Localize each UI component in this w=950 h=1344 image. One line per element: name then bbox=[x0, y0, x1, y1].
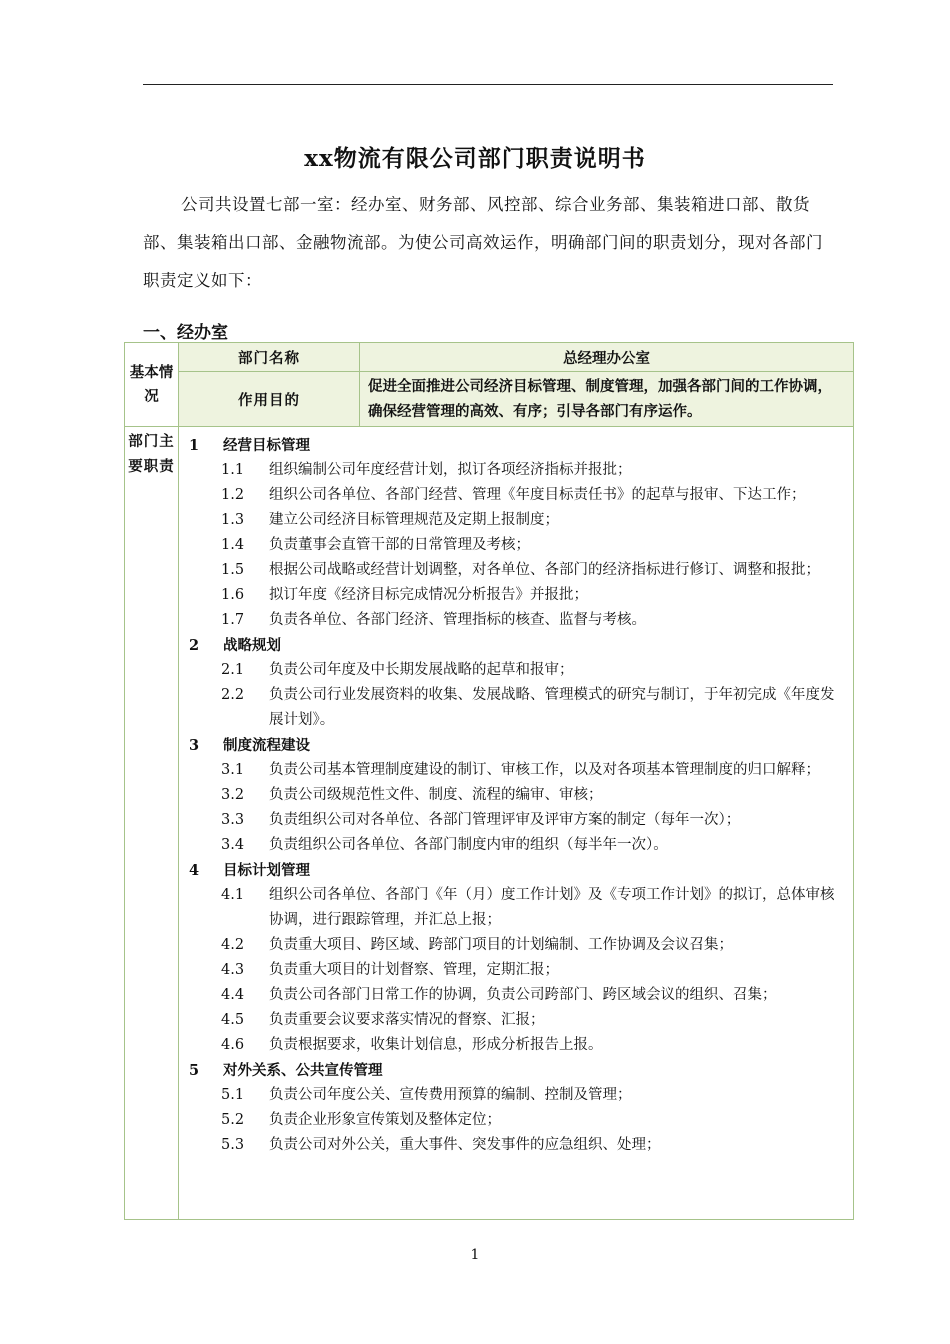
dept-name-label: 部门名称 bbox=[179, 343, 360, 372]
duty-item bbox=[187, 1008, 847, 1033]
duty-item-text: 建立公司经济目标管理规范及定期上报制度； bbox=[269, 512, 559, 528]
duty-item bbox=[187, 833, 847, 858]
duty-section-label: 经营目标管理 bbox=[223, 437, 310, 454]
duty-item-text: 负责公司行业发展资料的收集、发展战略、管理模式的研究与制订，于年初完成《年度发展计划》。 bbox=[269, 687, 835, 728]
duty-section-number: 5 bbox=[189, 1062, 200, 1079]
duty-item-number: 4.5 bbox=[221, 1012, 245, 1028]
page-number: 1 bbox=[470, 1247, 480, 1263]
duty-section-title bbox=[187, 733, 847, 758]
duty-item bbox=[187, 583, 847, 608]
purpose-value: 促进全面推进公司经济目标管理、制度管理，加强各部门间的工作协调，确保经营管理的高效、有序；引导各部门有序运作。 bbox=[360, 372, 854, 427]
duty-item-number: 3.3 bbox=[221, 812, 245, 828]
duty-section-title bbox=[187, 858, 847, 883]
duty-item-text: 负责公司基本管理制度建设的制订、审核工作，以及对各项基本管理制度的归口解释； bbox=[269, 762, 820, 778]
duties-list bbox=[179, 427, 853, 1158]
intro-paragraph bbox=[143, 186, 838, 300]
duty-section-label: 战略规划 bbox=[223, 637, 281, 654]
duty-item-number: 5.1 bbox=[221, 1087, 245, 1103]
duty-item-number: 2.2 bbox=[221, 687, 245, 703]
duty-item bbox=[187, 483, 847, 508]
duty-item-text: 负责公司各部门日常工作的协调，负责公司跨部门、跨区域会议的组织、召集； bbox=[269, 987, 777, 1003]
duty-item-text: 负责重大项目、跨区域、跨部门项目的计划编制、工作协调及会议召集； bbox=[269, 937, 733, 953]
duty-item bbox=[187, 983, 847, 1008]
duty-section-number: 4 bbox=[189, 862, 200, 879]
duty-item-number: 3.4 bbox=[221, 837, 245, 853]
duty-item-number: 4.3 bbox=[221, 962, 245, 978]
duty-item-text: 拟订年度《经济目标完成情况分析报告》并报批； bbox=[269, 587, 588, 603]
duties-cell bbox=[179, 427, 854, 1220]
duty-item bbox=[187, 808, 847, 833]
duty-item-text: 负责企业形象宣传策划及整体定位； bbox=[269, 1112, 501, 1128]
duty-item-number: 5.2 bbox=[221, 1112, 245, 1128]
duty-item-text: 组织编制公司年度经营计划，拟订各项经济指标并报批； bbox=[269, 462, 632, 478]
duty-item-text: 负责公司年度及中长期发展战略的起草和报审； bbox=[269, 662, 574, 678]
duty-item-number: 4.2 bbox=[221, 937, 245, 953]
duty-item-text: 负责组织公司各单位、各部门制度内审的组织（每半年一次）。 bbox=[269, 837, 668, 853]
duty-item-text: 负责组织公司对各单位、各部门管理评审及评审方案的制定（每年一次）； bbox=[269, 812, 741, 828]
duty-item bbox=[187, 1108, 847, 1133]
duty-item-text: 负责公司级规范性文件、制度、流程的编审、审核； bbox=[269, 787, 603, 803]
duty-item-number: 1.5 bbox=[221, 562, 245, 578]
duty-item-number: 1.4 bbox=[221, 537, 245, 553]
duty-item-text: 根据公司战略或经营计划调整，对各单位、各部门的经济指标进行修订、调整和报批； bbox=[269, 562, 820, 578]
duty-section-label: 对外关系、公共宣传管理 bbox=[223, 1062, 383, 1079]
duty-section-label: 目标计划管理 bbox=[223, 862, 310, 879]
duty-item-number: 1.3 bbox=[221, 512, 245, 528]
duty-item-number: 4.4 bbox=[221, 987, 245, 1003]
duty-item-text: 负责各单位、各部门经济、管理指标的核查、监督与考核。 bbox=[269, 612, 646, 628]
duty-item bbox=[187, 658, 847, 683]
duty-item bbox=[187, 758, 847, 783]
intro-text: 公司共设置七部一室：经办室、财务部、风控部、综合业务部、集装箱进口部、散货部、集装箱出口部、金融物流部。为使公司高效运作，明确部门间的职责划分，现对各部门职责定义如下： bbox=[143, 195, 823, 290]
duty-item bbox=[187, 958, 847, 983]
duty-item bbox=[187, 933, 847, 958]
duties-label: 部门主要职责 bbox=[125, 427, 179, 1220]
purpose-label: 作用目的 bbox=[179, 372, 360, 427]
duty-item bbox=[187, 558, 847, 583]
duty-item-text: 负责公司对外公关，重大事件、突发事件的应急组织、处理； bbox=[269, 1137, 661, 1153]
duty-section-title bbox=[187, 633, 847, 658]
duty-item-number: 1.6 bbox=[221, 587, 245, 603]
duty-item bbox=[187, 508, 847, 533]
duty-section-label: 制度流程建设 bbox=[223, 737, 310, 754]
duty-item bbox=[187, 883, 847, 933]
duty-item-number: 1.2 bbox=[221, 487, 245, 503]
duty-item bbox=[187, 1083, 847, 1108]
duty-section-number: 2 bbox=[189, 637, 200, 654]
duty-section-number: 3 bbox=[189, 737, 200, 754]
duty-item-number: 4.1 bbox=[221, 887, 245, 903]
header-rule bbox=[143, 84, 833, 85]
basic-info-label: 基本情况 bbox=[125, 343, 179, 427]
duty-item bbox=[187, 683, 847, 733]
duty-item-number: 1.1 bbox=[221, 462, 245, 478]
duty-item bbox=[187, 608, 847, 633]
duty-item-text: 负责根据要求，收集计划信息，形成分析报告上报。 bbox=[269, 1037, 603, 1053]
duty-item-text: 负责董事会直管干部的日常管理及考核； bbox=[269, 537, 530, 553]
duty-item-number: 5.3 bbox=[221, 1137, 245, 1153]
duty-item-number: 3.2 bbox=[221, 787, 245, 803]
duty-item-number: 1.7 bbox=[221, 612, 245, 628]
duty-item-number: 4.6 bbox=[221, 1037, 245, 1053]
duty-item-text: 负责重大项目的计划督察、管理，定期汇报； bbox=[269, 962, 559, 978]
duty-item-text: 组织公司各单位、各部门《年（月）度工作计划》及《专项工作计划》的拟订，总体审核协调，进行跟踪管理，并汇总上报； bbox=[269, 887, 835, 928]
duty-item bbox=[187, 533, 847, 558]
document-title: xx物流有限公司部门职责说明书 bbox=[304, 145, 646, 172]
duty-item-text: 负责重要会议要求落实情况的督察、汇报； bbox=[269, 1012, 545, 1028]
duty-item bbox=[187, 783, 847, 808]
duty-item-number: 2.1 bbox=[221, 662, 245, 678]
dept-name-value: 总经理办公室 bbox=[360, 343, 854, 372]
duty-item bbox=[187, 1033, 847, 1058]
duty-table bbox=[124, 342, 854, 1220]
duty-item bbox=[187, 458, 847, 483]
duty-item-text: 组织公司各单位、各部门经营、管理《年度目标责任书》的起草与报审、下达工作； bbox=[269, 487, 806, 503]
duty-section-title bbox=[187, 1058, 847, 1083]
duty-item-number: 3.1 bbox=[221, 762, 245, 778]
duty-section-title bbox=[187, 433, 847, 458]
section-heading: 一、经办室 bbox=[143, 323, 228, 343]
duty-section-number: 1 bbox=[189, 437, 200, 454]
duty-item-text: 负责公司年度公关、宣传费用预算的编制、控制及管理； bbox=[269, 1087, 632, 1103]
duty-item bbox=[187, 1133, 847, 1158]
